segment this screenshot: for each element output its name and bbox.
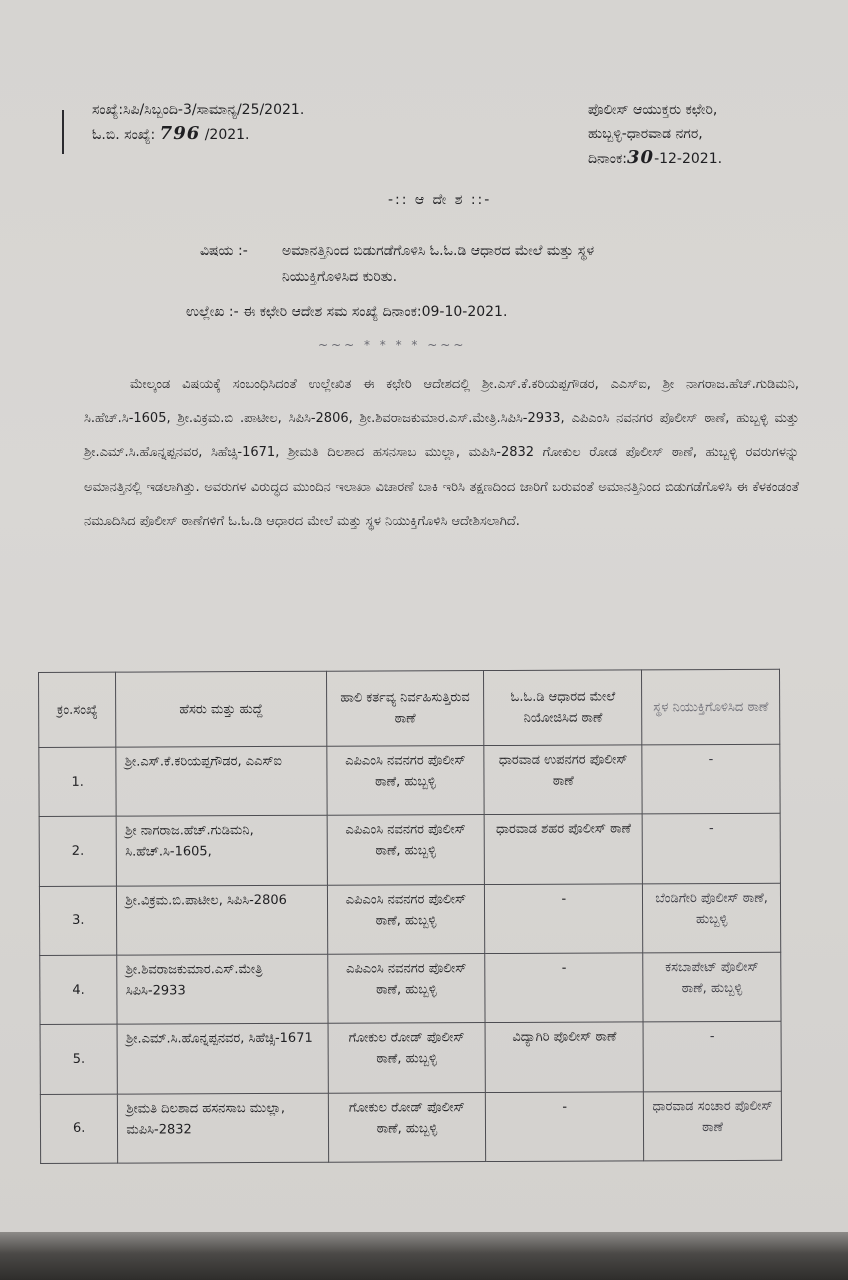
table-row <box>39 744 780 817</box>
reference-line: ಉಲ್ಲೇಖ :- ಈ ಕಛೇರಿ ಆದೇಶ ಸಮ ಸಂಖ್ಯೆ ದಿನಾಂಕ:09-10-2021. <box>186 304 508 320</box>
subject-line-1: ಅಮಾನತ್ತಿನಿಂದ ಬಿಡುಗಡೆಗೊಳಿಸಿ ಓ.ಓ.ಡಿ ಆಧಾರದ ಮೇಲೆ ಮತ್ತು ಸ್ಥಳ <box>282 243 595 259</box>
office-city: ಹುಬ್ಬಳ್ಳಿ-ಧಾರವಾಡ ನಗರ, <box>588 126 703 142</box>
date-day-handwritten: 30 <box>627 147 655 168</box>
page-edge-shadow <box>0 1232 848 1280</box>
cell-ood-station: ವಿದ್ಯಾಗಿರಿ ಪೊಲೀಸ್ ಠಾಣೆ <box>485 1022 643 1092</box>
cell-ood-station: - <box>486 1092 644 1162</box>
cell-name: ಶ್ರೀ.ಎಸ್.ಕೆ.ಕರಿಯಪ್ಪಗೌಡರ, ಎಎಸ್ಐ <box>116 746 326 816</box>
date-line <box>588 146 722 171</box>
cell-name: ಶ್ರೀ.ಶಿವರಾಜಕುಮಾರ.ಎಸ್.ಮೇತ್ರಿ ಸಿಪಿಸಿ-2933 <box>117 954 327 1024</box>
cell-ood-station: ಧಾರವಾಡ ಉಪನಗರ ಪೊಲೀಸ್ ಠಾಣೆ <box>484 745 642 815</box>
cell-serial: 4. <box>40 955 118 1025</box>
cell-placement-station: - <box>642 744 780 814</box>
col-header-serial: ಕ್ರಂ.ಸಂಖ್ಯೆ <box>39 672 117 747</box>
cell-current-station: ಗೋಕುಲ ರೋಡ್ ಪೊಲೀಸ್ ಠಾಣೆ, ಹುಬ್ಬಳ್ಳಿ <box>328 1092 486 1162</box>
cell-placement-station: ಬೆಂಡಿಗೇರಿ ಪೊಲೀಸ್ ಠಾಣೆ, ಹುಬ್ಬಳ್ಳಿ <box>643 883 781 953</box>
date-prefix: ದಿನಾಂಕ: <box>588 151 627 167</box>
subject-block <box>200 238 760 290</box>
cell-placement-station: - <box>642 814 780 884</box>
cell-name: ಶ್ರೀ.ಎಮ್.ಸಿ.ಹೊನ್ನಪ್ಪನವರ, ಸಿಹೆಚ್ಸಿ-1671 <box>117 1024 327 1094</box>
table-row <box>40 1022 781 1095</box>
cell-serial: 2. <box>39 816 117 886</box>
cell-current-station: ಎಪಿಎಂಸಿ ನವನಗರ ಪೊಲೀಸ್ ಠಾಣೆ, ಹುಬ್ಬಳ್ಳಿ <box>326 746 484 816</box>
date-suffix: -12-2021. <box>654 151 723 167</box>
cell-serial: 6. <box>40 1094 118 1164</box>
cell-ood-station: - <box>485 884 643 954</box>
cell-current-station: ಎಪಿಎಂಸಿ ನವನಗರ ಪೊಲೀಸ್ ಠಾಣೆ, ಹುಬ್ಬಳ್ಳಿ <box>327 815 485 885</box>
cell-current-station: ಎಪಿಎಂಸಿ ನವನಗರ ಪೊಲೀಸ್ ಠಾಣೆ, ಹುಬ್ಬಳ್ಳಿ <box>327 884 485 954</box>
header-left <box>92 98 304 147</box>
table-row <box>39 814 780 887</box>
col-header-name: ಹೆಸರು ಮತ್ತು ಹುದ್ದೆ <box>116 671 326 747</box>
cell-serial: 5. <box>40 1024 118 1094</box>
cell-placement-station: ಕಸಬಾಪೇಟ್ ಪೊಲೀಸ್ ಠಾಣೆ, ಹುಬ್ಬಳ್ಳಿ <box>643 952 781 1022</box>
office-name: ಪೊಲೀಸ್ ಆಯುಕ್ತರು ಕಛೇರಿ, <box>588 102 718 118</box>
table-header-row <box>39 669 780 747</box>
col-header-current-station: ಹಾಲಿ ಕರ್ತವ್ಯ ನಿರ್ವಹಿಸುತ್ತಿರುವ ಠಾಣೆ <box>326 671 484 747</box>
col-header-placement-station: ಸ್ಥಳ ನಿಯುಕ್ತಿಗೊಳಿಸಿದ ಠಾಣೆ <box>642 669 780 745</box>
table-row <box>40 1091 781 1164</box>
cell-serial: 1. <box>39 747 117 817</box>
ob-number-line <box>92 122 304 147</box>
subject-label: ವಿಷಯ :- <box>200 243 248 259</box>
header-right <box>588 98 722 171</box>
cell-ood-station: ಧಾರವಾಡ ಶಹರ ಪೊಲೀಸ್ ಠಾಣೆ <box>485 814 643 884</box>
cell-name: ಶ್ರೀ.ವಿಕ್ರಮ.ಬಿ.ಪಾಟೀಲ, ಸಿಪಿಸಿ-2806 <box>117 885 327 955</box>
cell-placement-station: ಧಾರವಾಡ ಸಂಚಾರ ಪೊಲೀಸ್ ಠಾಣೆ <box>644 1091 782 1161</box>
table-row <box>40 952 781 1025</box>
body-paragraph: ಮೇಲ್ಕಂಡ ವಿಷಯಕ್ಕೆ ಸಂಬಂಧಿಸಿದಂತೆ ಉಲ್ಲೇಖಿತ ಈ ಕಛೇರಿ ಆದೇಶದಲ್ಲಿ ಶ್ರೀ.ಎಸ್.ಕೆ.ಕರಿಯಪ್ಪಗೌಡರ, ಎಎಸ್ಐ, ಶ್ರೀ ನಾಗರಾಜ.ಹೆಚ್.ಗುಡಿಮನಿ, ಸಿ.ಹೆಚ್.ಸಿ-1605, ಶ್ರೀ.ವಿಕ್ರಮ.ಬಿ .ಪಾಟೀಲ, ಸಿಪಿಸಿ-2806, ಶ್ರೀ.ಶಿವರಾಜಕುಮಾರ.ಎಸ್.ಮೇತ್ರಿ.ಸಿಪಿಸಿ-2933, ಎಪಿಎಂಸಿ ನವನಗರ ಪೊಲೀಸ್ ಠಾಣೆ, ಹುಬ್ಬಳ್ಳಿ ಮತ್ತು ಶ್ರೀ.ಎಮ್.ಸಿ.ಹೊನ್ನಪ್ಪನವರ, ಸಿಹೆಚ್ಸಿ-1671, ಶ್ರೀಮತಿ ದಿಲಶಾದ ಹಸನಸಾಬ ಮುಲ್ಲಾ, ಮಪಿಸಿ-2832 ಗೋಕುಲ ರೋಡ ಪೊಲೀಸ್ ಠಾಣೆ, ಹುಬ್ಬಳ್ಳಿ ರವರುಗಳನ್ನು ಅಮಾನತ್ತಿನಲ್ಲಿ ಇಡಲಾಗಿತ್ತು. ಅವರುಗಳ ವಿರುದ್ಧದ ಮುಂದಿನ ಇಲಾಖಾ ವಿಚಾರಣೆ ಬಾಕಿ ಇರಿಸಿ ತಕ್ಷಣದಿಂದ ಜಾರಿಗೆ ಬರುವಂತೆ ಅಮಾನತ್ತಿನಿಂದ ಬಿಡುಗಡೆಗೊಳಿಸಿ ಈ ಕೆಳಕಂಡಂತೆ ನಮೂದಿಸಿದ ಪೊಲೀಸ್ ಠಾಣೆಗಳಿಗೆ ಓ.ಓ.ಡಿ ಆಧಾರದ ಮೇಲೆ ಮತ್ತು ಸ್ಥಳ ನಿಯುಕ್ತಿಗೊಳಿಸಿ ಆದೇಶಿಸಲಾಗಿದೆ. <box>84 377 799 529</box>
file-number: ಸಂಖ್ಯೆ:ಸಿಪಿ/ಸಿಬ್ಬಂದಿ-3/ಸಾಮಾನ್ಯ/25/2021. <box>92 102 305 118</box>
divider: ~~~ * * * * ~~~ <box>318 338 467 352</box>
order-title: -:: ಆ ದೇ ಶ ::- <box>388 192 492 208</box>
ob-number-prefix: ಓ.ಬಿ. ಸಂಖ್ಯೆ: <box>92 127 156 143</box>
assignment-table <box>38 669 782 1164</box>
cell-current-station: ಎಪಿಎಂಸಿ ನವನಗರ ಪೊಲೀಸ್ ಠಾಣೆ, ಹುಬ್ಬಳ್ಳಿ <box>327 954 485 1024</box>
ob-number-suffix: /2021. <box>204 127 250 143</box>
cell-serial: 3. <box>39 886 117 956</box>
margin-mark <box>62 110 64 154</box>
cell-name: ಶ್ರೀಮತಿ ದಿಲಶಾದ ಹಸನಸಾಬ ಮುಲ್ಲಾ, ಮಪಿಸಿ-2832 <box>118 1093 328 1163</box>
table-row <box>39 883 780 956</box>
subject-line-2: ನಿಯುಕ್ತಿಗೊಳಿಸಿದ ಕುರಿತು. <box>282 269 398 285</box>
ob-number-handwritten: 796 <box>159 123 201 144</box>
cell-name: ಶ್ರೀ ನಾಗರಾಜ.ಹೆಚ್.ಗುಡಿಮನಿ, ಸಿ.ಹೆಚ್.ಸಿ-1605, <box>117 816 327 886</box>
cell-current-station: ಗೋಕುಲ ರೋಡ್ ಪೊಲೀಸ್ ಠಾಣೆ, ಹುಬ್ಬಳ್ಳಿ <box>328 1023 486 1093</box>
cell-ood-station: - <box>485 953 643 1023</box>
col-header-ood-station: ಓ.ಓ.ಡಿ ಆಧಾರದ ಮೇಲೆ ನಿಯೋಜಿಸಿದ ಠಾಣೆ <box>484 670 642 746</box>
cell-placement-station: - <box>643 1022 781 1092</box>
